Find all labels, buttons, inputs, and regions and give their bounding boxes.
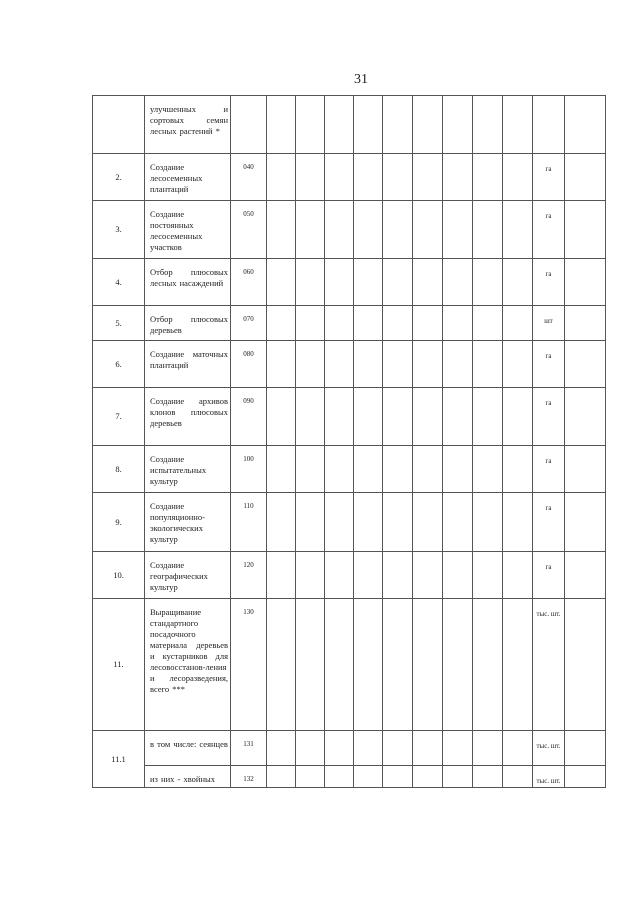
unit-of-measure: тыс. шт. <box>533 766 565 788</box>
value-cell <box>354 154 383 201</box>
value-cell <box>565 493 606 552</box>
value-cell <box>325 96 354 154</box>
value-cell <box>473 388 503 446</box>
value-cell <box>473 96 503 154</box>
line-code: 132 <box>231 766 267 788</box>
value-cell <box>325 341 354 388</box>
value-cell <box>296 306 325 341</box>
value-cell <box>413 388 443 446</box>
value-cell <box>383 766 413 788</box>
value-cell <box>296 388 325 446</box>
row-number: 2. <box>93 154 145 201</box>
value-cell <box>383 154 413 201</box>
value-cell <box>443 731 473 766</box>
line-code: 131 <box>231 731 267 766</box>
unit-of-measure: га <box>533 341 565 388</box>
value-cell <box>383 493 413 552</box>
unit-of-measure: га <box>533 259 565 306</box>
value-cell <box>503 493 533 552</box>
value-cell <box>443 201 473 259</box>
unit-of-measure: га <box>533 446 565 493</box>
unit-of-measure: га <box>533 388 565 446</box>
value-cell <box>565 341 606 388</box>
unit-of-measure: тыс. шт. <box>533 599 565 731</box>
value-cell <box>565 388 606 446</box>
value-cell <box>413 599 443 731</box>
value-cell <box>383 388 413 446</box>
value-cell <box>267 259 296 306</box>
value-cell <box>443 766 473 788</box>
value-cell <box>354 259 383 306</box>
value-cell <box>565 731 606 766</box>
value-cell <box>443 388 473 446</box>
indicator-name: Отбор плюсовых лесных насаждений <box>145 259 231 306</box>
unit-of-measure: тыс. шт. <box>533 731 565 766</box>
value-cell <box>267 388 296 446</box>
value-cell <box>503 766 533 788</box>
table-row <box>93 154 606 201</box>
row-number: 8. <box>93 446 145 493</box>
value-cell <box>413 552 443 599</box>
value-cell <box>565 259 606 306</box>
value-cell <box>565 306 606 341</box>
value-cell <box>325 154 354 201</box>
indicator-name: Создание лесосеменных плантаций <box>145 154 231 201</box>
value-cell <box>443 154 473 201</box>
value-cell <box>413 259 443 306</box>
line-code: 110 <box>231 493 267 552</box>
value-cell <box>267 306 296 341</box>
value-cell <box>267 552 296 599</box>
row-number: 10. <box>93 552 145 599</box>
value-cell <box>473 259 503 306</box>
unit-of-measure: га <box>533 154 565 201</box>
line-code: 060 <box>231 259 267 306</box>
value-cell <box>383 96 413 154</box>
value-cell <box>443 493 473 552</box>
value-cell <box>565 154 606 201</box>
value-cell <box>296 96 325 154</box>
value-cell <box>296 446 325 493</box>
value-cell <box>503 154 533 201</box>
value-cell <box>267 96 296 154</box>
value-cell <box>503 341 533 388</box>
indicator-name: Создание маточных плантаций <box>145 341 231 388</box>
line-code: 050 <box>231 201 267 259</box>
value-cell <box>413 446 443 493</box>
table-row <box>93 388 606 446</box>
value-cell <box>565 446 606 493</box>
value-cell <box>383 446 413 493</box>
row-number: 11. <box>93 599 145 731</box>
table-row <box>93 599 606 731</box>
value-cell <box>383 552 413 599</box>
table-row <box>93 446 606 493</box>
value-cell <box>413 306 443 341</box>
value-cell <box>443 446 473 493</box>
line-code: 100 <box>231 446 267 493</box>
value-cell <box>267 201 296 259</box>
table-row <box>93 731 606 766</box>
value-cell <box>354 96 383 154</box>
value-cell <box>473 446 503 493</box>
value-cell <box>383 341 413 388</box>
table-row <box>93 552 606 599</box>
unit-of-measure: га <box>533 201 565 259</box>
value-cell <box>267 446 296 493</box>
value-cell <box>503 306 533 341</box>
table-row <box>93 341 606 388</box>
value-cell <box>473 552 503 599</box>
value-cell <box>296 552 325 599</box>
value-cell <box>473 731 503 766</box>
value-cell <box>503 731 533 766</box>
unit-of-measure: га <box>533 493 565 552</box>
value-cell <box>383 731 413 766</box>
value-cell <box>473 766 503 788</box>
value-cell <box>443 96 473 154</box>
line-code: 040 <box>231 154 267 201</box>
value-cell <box>267 766 296 788</box>
value-cell <box>296 154 325 201</box>
value-cell <box>473 493 503 552</box>
value-cell <box>325 493 354 552</box>
value-cell <box>325 201 354 259</box>
value-cell <box>443 259 473 306</box>
indicator-name: Создание географических культур <box>145 552 231 599</box>
value-cell <box>503 446 533 493</box>
value-cell <box>267 599 296 731</box>
line-code: 080 <box>231 341 267 388</box>
value-cell <box>267 731 296 766</box>
value-cell <box>354 731 383 766</box>
value-cell <box>413 766 443 788</box>
value-cell <box>383 599 413 731</box>
form-table-body <box>93 96 606 788</box>
row-number: 11.1 <box>93 731 145 788</box>
value-cell <box>413 341 443 388</box>
value-cell <box>443 552 473 599</box>
unit-of-measure: га <box>533 552 565 599</box>
value-cell <box>354 341 383 388</box>
value-cell <box>325 766 354 788</box>
value-cell <box>296 599 325 731</box>
line-code: 070 <box>231 306 267 341</box>
value-cell <box>565 552 606 599</box>
value-cell <box>503 388 533 446</box>
value-cell <box>325 446 354 493</box>
unit-of-measure <box>533 96 565 154</box>
value-cell <box>503 599 533 731</box>
value-cell <box>325 306 354 341</box>
value-cell <box>296 766 325 788</box>
table-row <box>93 766 606 788</box>
value-cell <box>413 201 443 259</box>
value-cell <box>354 388 383 446</box>
value-cell <box>503 552 533 599</box>
value-cell <box>565 201 606 259</box>
row-number: 9. <box>93 493 145 552</box>
row-number: 3. <box>93 201 145 259</box>
value-cell <box>473 306 503 341</box>
unit-of-measure: шт <box>533 306 565 341</box>
value-cell <box>325 259 354 306</box>
row-number <box>93 96 145 154</box>
value-cell <box>443 341 473 388</box>
table-row <box>93 96 606 154</box>
value-cell <box>473 201 503 259</box>
value-cell <box>296 493 325 552</box>
value-cell <box>565 96 606 154</box>
value-cell <box>296 731 325 766</box>
value-cell <box>267 493 296 552</box>
indicator-name: Создание архивов клонов плюсовых деревьев <box>145 388 231 446</box>
indicator-name: Выращивание стандартного посадочного материала деревьев и кустарников для лесовосстанов-ления и лесоразведения, всего *** <box>145 599 231 731</box>
value-cell <box>354 446 383 493</box>
value-cell <box>503 201 533 259</box>
value-cell <box>354 306 383 341</box>
value-cell <box>296 341 325 388</box>
value-cell <box>565 599 606 731</box>
value-cell <box>267 341 296 388</box>
value-cell <box>296 201 325 259</box>
indicator-name: Создание постоянных лесосеменных участков <box>145 201 231 259</box>
value-cell <box>413 731 443 766</box>
line-code: 090 <box>231 388 267 446</box>
value-cell <box>325 388 354 446</box>
value-cell <box>325 599 354 731</box>
value-cell <box>354 766 383 788</box>
value-cell <box>267 154 296 201</box>
value-cell <box>473 341 503 388</box>
value-cell <box>413 96 443 154</box>
indicator-name: Создание популяционно-экологических культур <box>145 493 231 552</box>
value-cell <box>565 766 606 788</box>
value-cell <box>383 201 413 259</box>
indicator-name: из них - хвойных <box>145 766 231 788</box>
value-cell <box>296 259 325 306</box>
page-number: 31 <box>354 72 368 87</box>
row-number: 5. <box>93 306 145 341</box>
indicator-name: улучшенных и сортовых семян лесных растений * <box>145 96 231 154</box>
indicator-name: в том числе: сеянцев <box>145 731 231 766</box>
value-cell <box>503 96 533 154</box>
value-cell <box>354 493 383 552</box>
indicator-name: Создание испытательных культур <box>145 446 231 493</box>
value-cell <box>354 201 383 259</box>
row-number: 7. <box>93 388 145 446</box>
value-cell <box>383 306 413 341</box>
table-row <box>93 259 606 306</box>
row-number: 4. <box>93 259 145 306</box>
value-cell <box>413 493 443 552</box>
value-cell <box>413 154 443 201</box>
value-cell <box>503 259 533 306</box>
value-cell <box>473 154 503 201</box>
value-cell <box>354 599 383 731</box>
value-cell <box>383 259 413 306</box>
table-row <box>93 493 606 552</box>
value-cell <box>443 599 473 731</box>
indicator-name: Отбор плюсовых деревьев <box>145 306 231 341</box>
value-cell <box>325 552 354 599</box>
value-cell <box>354 552 383 599</box>
table-row <box>93 201 606 259</box>
value-cell <box>325 731 354 766</box>
row-number: 6. <box>93 341 145 388</box>
line-code <box>231 96 267 154</box>
form-table <box>92 95 606 788</box>
value-cell <box>473 599 503 731</box>
line-code: 120 <box>231 552 267 599</box>
line-code: 130 <box>231 599 267 731</box>
value-cell <box>443 306 473 341</box>
table-row <box>93 306 606 341</box>
